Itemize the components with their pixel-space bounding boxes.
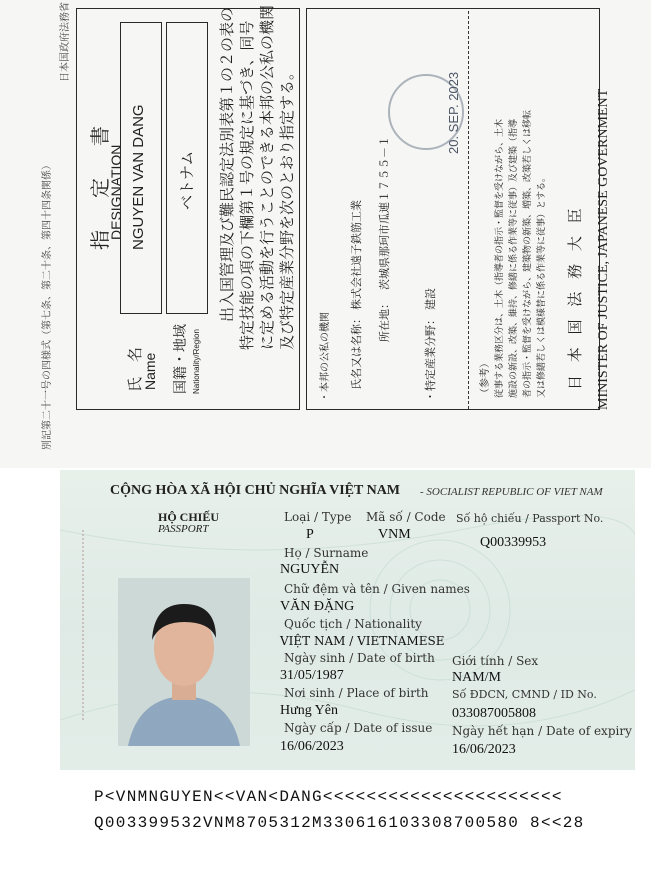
industry-field-value: 建設 — [424, 288, 437, 310]
issue-date-value: 16/06/2023 — [280, 739, 344, 754]
header-country-vn: CỘNG HÒA XÃ HỘI CHỦ NGHĨA VIỆT NAM — [110, 483, 401, 498]
minister-en: MINISTER OF JUSTICE, JAPANESE GOVERNMENT — [596, 88, 611, 410]
name-label-en: Name — [142, 352, 158, 390]
mrz-line-1: P<VNMNGUYEN<<VAN<DANG<<<<<<<<<<<<<<<<<<<<<< — [94, 788, 563, 806]
surname-label: Họ / Surname — [284, 546, 369, 560]
holder-photo — [118, 578, 250, 746]
nationality-value: VIỆT NAM / VIETNAMESE — [280, 634, 445, 648]
designation-title-jp: 指 定 書 — [88, 120, 112, 250]
form-header: 別記第二十一号の四様式（第七条、第二十条、第四十四条関係） — [42, 160, 53, 450]
expiry-date-label: Ngày hết hạn / Date of expiry — [452, 724, 632, 738]
name-value: NGUYEN VAN DANG — [130, 104, 147, 250]
pob-value: Hưng Yên — [280, 703, 339, 718]
note-line-1: 従事する業務区分は、土木（指導者の指示・監督を受けながら、土木 — [495, 118, 505, 398]
portrait-image — [118, 578, 250, 746]
statement-line-4: 及び特定産業分野を次のとおり指定する。 — [278, 64, 296, 350]
sex-label: Giới tính / Sex — [452, 654, 539, 668]
stamp-date: 20. SEP. 2023 — [446, 71, 461, 154]
statement-line-3: に定める活動を行うことのできる本邦の公私の機関 — [258, 4, 276, 350]
designation-title-en: DESIGNATION — [108, 144, 124, 240]
form-issuer: 日本国政府法務省 — [60, 2, 71, 82]
name-label-jp: 氏 名 — [126, 346, 144, 392]
industry-field-label: ・特定産業分野： — [424, 314, 437, 402]
doc-title-en: PASSPORT — [158, 523, 209, 535]
expiry-date-value: 16/06/2023 — [452, 742, 516, 757]
passport-number-label: Số hộ chiếu / Passport No. — [456, 512, 604, 525]
minister-jp: 日 本 国 法 務 大 臣 — [566, 204, 584, 390]
nationality-label: Quốc tịch / Nationality — [284, 617, 422, 631]
passport-data-page — [60, 470, 635, 862]
statement-line-2: 特定技能の項の下欄第１号の規定に基づき、同号 — [238, 20, 256, 350]
nationality-label-jp: 国籍・地域 — [173, 324, 189, 394]
doc-title-vn: HỘ CHIẾU — [158, 510, 220, 524]
nationality-label-en: Nationality/Region — [192, 329, 201, 394]
note-line-4: 又は修繕若しくは模様替に係る作業等に従事）とする。 — [537, 172, 547, 398]
id-number-value: 033087005808 — [452, 706, 536, 721]
sex-value: NAM/M — [452, 670, 502, 685]
machine-readable-zone — [60, 770, 635, 862]
org-address-label: 所在地： — [378, 298, 391, 342]
designation-rotated-content — [16, 0, 626, 450]
dob-value: 31/05/1987 — [280, 668, 344, 683]
code-value: VNM — [378, 527, 411, 542]
org-name-value: 株式会社遠子鉄筋工業 — [350, 200, 363, 310]
issue-date-label: Ngày cấp / Date of issue — [284, 721, 433, 735]
type-label: Loại / Type — [284, 510, 352, 524]
dob-label: Ngày sinh / Date of birth — [284, 651, 435, 665]
surname-value: NGUYỄN — [280, 562, 340, 577]
org-name-label: 氏名又は名称： — [350, 313, 363, 390]
pob-label: Nơi sinh / Place of birth — [284, 686, 429, 700]
vertical-perforation — [82, 530, 108, 720]
given-names-label: Chữ đệm và tên / Given names — [284, 582, 470, 596]
mrz-line-2: Q003399532VNM8705312M330616103308700580 8<<28 — [94, 814, 585, 832]
header-country-en: - SOCIALIST REPUBLIC OF VIET NAM — [420, 486, 603, 498]
passport-number-value: Q00339953 — [480, 535, 547, 550]
note-heading: （参考） — [480, 358, 491, 398]
nationality-value: ベトナム — [178, 150, 196, 210]
org-heading: ・本邦の公私の機関 — [320, 312, 331, 402]
dashed-divider — [468, 11, 469, 409]
type-value: P — [306, 527, 314, 542]
given-names-value: VĂN ĐẶNG — [280, 599, 355, 614]
id-number-label: Số ĐDCN, CMND / ID No. — [452, 688, 597, 701]
note-line-2: 施設の新設、改築、維持、修繕に係る作業等に従事）及び建築（指導 — [509, 118, 519, 398]
code-label: Mã số / Code — [366, 510, 446, 524]
note-line-3: 者の指示・監督を受けながら、建築物の新築、増築、改築若しくは移転 — [523, 109, 533, 398]
org-address-value: 茨城県那珂市瓜連１７５５－１ — [378, 136, 391, 290]
statement-line-1: 出入国管理及び難民認定法別表第１の２の表の — [218, 6, 236, 322]
